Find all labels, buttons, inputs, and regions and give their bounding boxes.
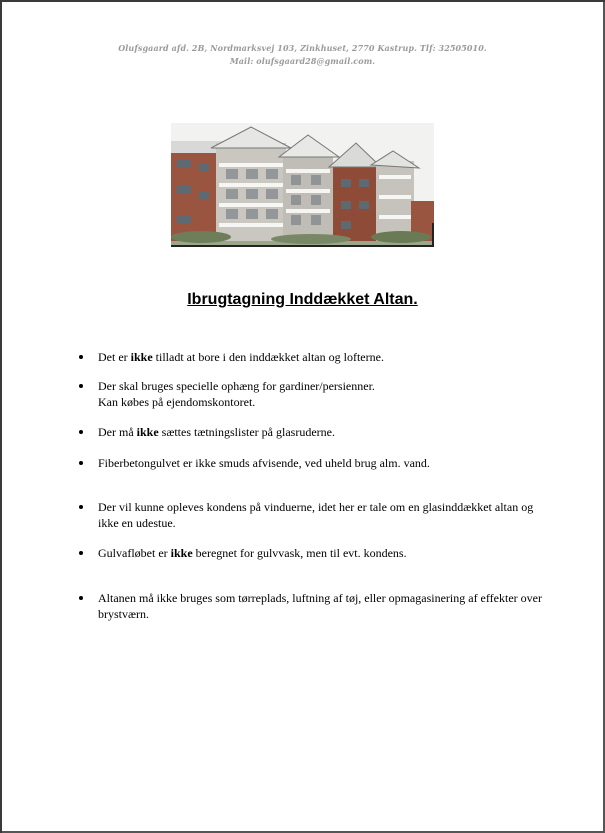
list-item: Der må ikke sættes tætningslister på glasruderne. bbox=[98, 424, 548, 440]
letterhead-email: Mail: olufsgaard28@gmail.com. bbox=[229, 56, 376, 66]
letterhead bbox=[2, 42, 603, 68]
document-title: Ibrugtagning Inddækket Altan. bbox=[187, 291, 418, 308]
list-item: Der skal bruges specielle ophæng for gardiner/persienner. Kan købes på ejendomskontoret. bbox=[98, 378, 548, 410]
list-item: Gulvafløbet er ikke beregnet for gulvvask, men til evt. kondens. bbox=[98, 545, 548, 561]
list-item: Der vil kunne opleves kondens på vinduerne, idet her er tale om en glasinddækket altan og ikke en udestue. bbox=[98, 499, 548, 531]
bullet-icon bbox=[79, 355, 83, 359]
bullet-icon bbox=[79, 461, 83, 465]
bullet-icon bbox=[79, 596, 83, 600]
bullet-icon bbox=[79, 551, 83, 555]
bullet-icon bbox=[79, 384, 83, 388]
list-item: Det er ikke tilladt at bore i den inddækket altan og lofterne. bbox=[98, 349, 548, 365]
letterhead-address: Olufsgaard afd. 2B, Nordmarksvej 103, Zinkhuset, 2770 Kastrup. Tlf: 32505010. bbox=[118, 43, 487, 53]
bullet-icon bbox=[79, 430, 83, 434]
bullet-icon bbox=[79, 505, 83, 509]
list-item: Fiberbetongulvet er ikke smuds afvisende, ved uheld brug alm. vand. bbox=[98, 455, 548, 471]
building-photo bbox=[171, 123, 434, 247]
list-item: Altanen må ikke bruges som tørreplads, luftning af tøj, eller opmagasinering af effekter over brystværn. bbox=[98, 590, 548, 622]
